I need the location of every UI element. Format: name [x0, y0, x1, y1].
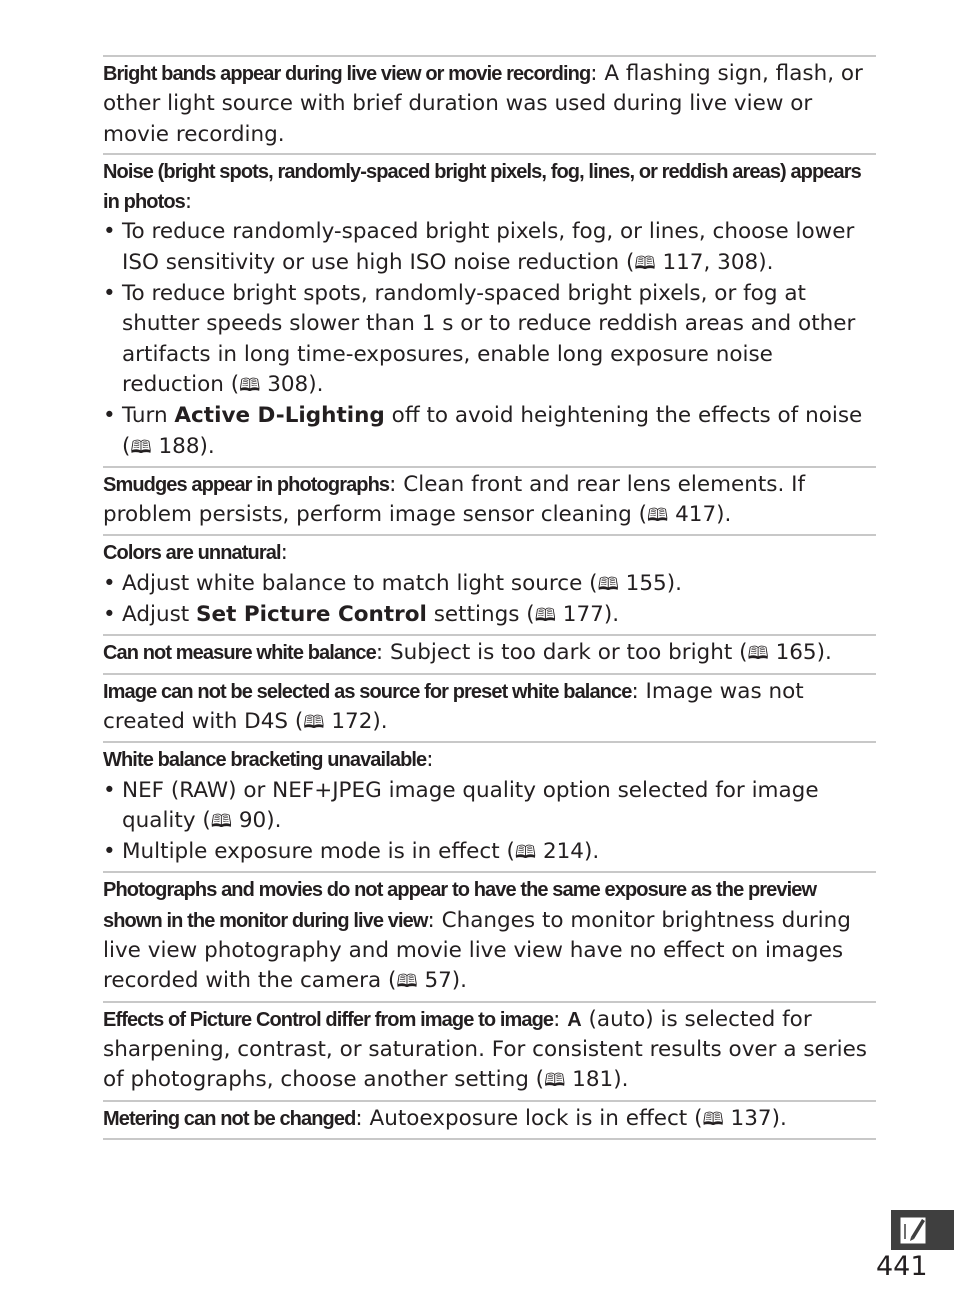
list-item: • Adjust Set Picture Control settings (🕮 177).	[103, 600, 876, 631]
entry-text: : Autoexposure lock is in effect (	[355, 1105, 703, 1131]
page-ref: 137	[730, 1105, 772, 1131]
entry-smudges: Smudges appear in photographs: Clean front and rear lens elements. If problem persists, perform image sensor cleaning (🕮 417).	[103, 468, 876, 537]
entry-text: :	[280, 540, 288, 566]
menu-item-name: Set Picture Control	[196, 602, 427, 628]
entry-colors-unnatural	[103, 536, 876, 636]
page-number: 441	[876, 1251, 928, 1282]
bullet-list	[103, 776, 876, 869]
entry-term: White balance bracketing unavailable	[103, 749, 427, 772]
book-reference-icon: 🕮	[544, 1070, 566, 1092]
entry-term: Bright bands appear during live view or movie recording	[103, 63, 591, 85]
page-ref: 165	[775, 640, 817, 666]
entry-metering: Metering can not be changed: Autoexposure lock is in effect (🕮 137).	[103, 1102, 876, 1140]
entry-wb-bracketing	[103, 743, 876, 873]
book-reference-icon: 🕮	[597, 573, 619, 595]
list-item: • Turn Active D-Lighting off to avoid heightening the effects of noise (🕮 188).	[103, 401, 876, 463]
bullet-list	[103, 217, 876, 462]
entry-term: Can not measure white balance	[103, 642, 376, 665]
book-reference-icon: 🕮	[747, 643, 769, 665]
book-reference-icon: 🕮	[130, 436, 152, 458]
entry-text: : A flashing sign, flash, or other light source with brief duration was used during live view or movie recording.	[103, 61, 863, 147]
book-reference-icon: 🕮	[303, 711, 325, 733]
list-item: • NEF (RAW) or NEF+JPEG image quality option selected for image quality (🕮 90).	[103, 776, 876, 838]
page-ref: 181	[572, 1067, 614, 1093]
list-item: • To reduce randomly-spaced bright pixels, fog, or lines, choose lower ISO sensitivity or use high ISO noise reduction (🕮 117, 308).	[103, 217, 876, 279]
list-item: • Adjust white balance to match light source (🕮 155).	[103, 569, 876, 600]
page-ref: 417	[675, 502, 717, 528]
page-ref: 172	[331, 708, 373, 734]
page-ref: 57	[424, 968, 452, 994]
entry-bright-bands	[103, 57, 876, 155]
page-ref: 177	[562, 602, 604, 628]
entry-noise	[103, 155, 876, 468]
page-ref: 214	[542, 839, 584, 865]
book-reference-icon: 🕮	[239, 374, 261, 396]
list-item: • To reduce bright spots, randomly-spaced bright pixels, or fog at shutter speeds slower than 1 s or to reduce reddish areas and other artifacts in long time-exposures, enable long exposure noise reduction (🕮 308).	[103, 279, 876, 401]
list-item: • Multiple exposure mode is in effect (🕮 214).	[103, 837, 876, 868]
entry-term: Image can not be selected as source for preset white balance	[103, 680, 632, 703]
entry-exposure-preview: Photographs and movies do not appear to have the same exposure as the preview shown in the monitor during live view: Changes to monitor brightness during live view photography and movie live view have no effect on images recorded with the camera (🕮 57).	[103, 873, 876, 1002]
entry-term: Effects of Picture Control differ from image to image	[103, 1008, 554, 1031]
book-reference-icon: 🕮	[514, 842, 537, 864]
entry-text: :	[184, 189, 193, 215]
page-ref: 188	[158, 433, 200, 459]
book-reference-icon: 🕮	[647, 505, 669, 527]
entry-text: : Image was not created with D4S (	[103, 678, 804, 734]
page-ref: 155	[625, 570, 667, 596]
page-ref: 117, 308	[662, 249, 759, 275]
book-reference-icon: 🕮	[702, 1108, 724, 1130]
entry-text: : Subject is too dark or too bright (	[375, 640, 748, 666]
auto-setting-symbol: A	[567, 1008, 582, 1031]
book-reference-icon: 🕮	[534, 605, 556, 627]
entry-image-not-selectable: Image can not be selected as source for preset white balance: Image was not created with D4S (🕮 172).	[103, 675, 876, 744]
entry-term: Smudges appear in photographs	[103, 473, 390, 496]
entry-text: : Clean front and rear lens elements. If problem persists, perform image sensor cleaning (	[103, 471, 806, 528]
page-ref: 308	[267, 371, 309, 397]
menu-item-name: Active D-Lighting	[174, 403, 385, 429]
entry-term: Photographs and movies do not appear to have the same exposure as the preview shown in the monitor during live view	[103, 879, 817, 932]
pencil-note-icon	[891, 1210, 954, 1250]
entry-term: Colors are unnatural	[103, 542, 281, 565]
entry-text: :	[553, 1006, 568, 1032]
bullet-list	[103, 569, 876, 632]
book-reference-icon: 🕮	[634, 252, 656, 274]
section-tab	[891, 1210, 954, 1250]
entry-picture-control: Effects of Picture Control differ from image to image: A (auto) is selected for sharpening, contrast, or saturation. For consistent results over a series of photographs, choose another setting (🕮 181).	[103, 1003, 876, 1102]
entry-text: : Changes to monitor brightness during live view photography and movie live view have no effect on images recorded with the camera (	[103, 907, 851, 994]
entry-term: Noise (bright spots, randomly-spaced bright pixels, fog, lines, or reddish areas) appears in photos	[103, 160, 861, 214]
troubleshooting-list	[103, 55, 876, 1140]
book-reference-icon: 🕮	[210, 810, 233, 832]
entry-term: Metering can not be changed	[103, 1107, 356, 1130]
book-reference-icon: 🕮	[396, 971, 418, 993]
entry-text: :	[426, 747, 434, 773]
page-ref: 90	[238, 807, 267, 833]
entry-cannot-measure-wb: Can not measure white balance: Subject is too dark or too bright (🕮 165).	[103, 636, 876, 674]
